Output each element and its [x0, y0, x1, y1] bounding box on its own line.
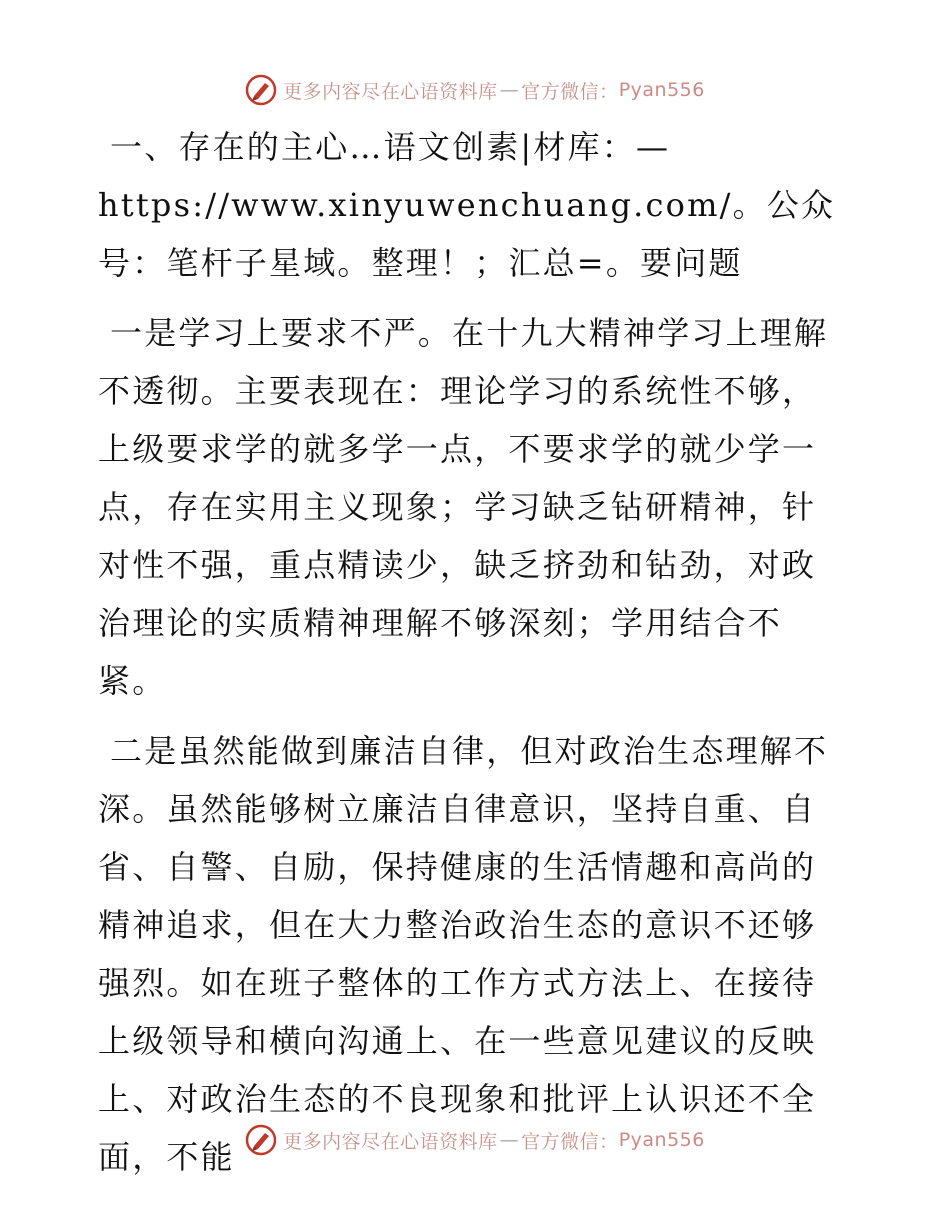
wechat-id: Pyan556 [618, 79, 705, 101]
logo-icon [245, 1124, 277, 1156]
header-watermark-banner [0, 70, 950, 110]
logo-icon [245, 74, 277, 106]
wechat-label: 官方微信： [521, 80, 619, 103]
footer-watermark-banner [0, 1120, 950, 1160]
paragraph-2: 二是虽然能做到廉洁自律，但对政治生态理解不深。虽然能够树立廉洁自律意识，坚持自重、自省、自警、自励，保持健康的生活情趣和高尚的精神追求，但在大力整治政治生态的意识不还够强烈。如在班子整体的工作方式方法上、在接待上级领导和横向沟通上、在一些意见建议的反映上、对政治生态的不良现象和批评上认识还不全面，不能 [98, 732, 829, 1176]
site-name: 更多内容尽在心语资料库 [283, 1130, 498, 1153]
paragraph-1: 一是学习上要求不严。在十九大精神学习上理解不透彻。主要表现在：理论学习的系统性不够，上级要求学的就多学一点，不要求学的就少学一点，存在实用主义现象；学习缺乏钻研精神，针对性不强，重点精读少，缺乏挤劲和钻劲，对政治理论的实质精神理解不够深刻；学用结合不紧。 [98, 314, 829, 700]
paragraph-heading: 一、存在的主心…语文创素|材库：—https://www.xinyuwenchuang.com/。公众号：笔杆子星域。整理！；汇总=。要问题 [98, 128, 836, 282]
wechat-label: 官方微信： [521, 1130, 619, 1153]
separator-dash: — [499, 79, 520, 101]
site-name: 更多内容尽在心语资料库 [283, 80, 498, 103]
wechat-id: Pyan556 [618, 1129, 705, 1151]
document-body [98, 118, 850, 1186]
separator-dash: — [499, 1129, 520, 1151]
